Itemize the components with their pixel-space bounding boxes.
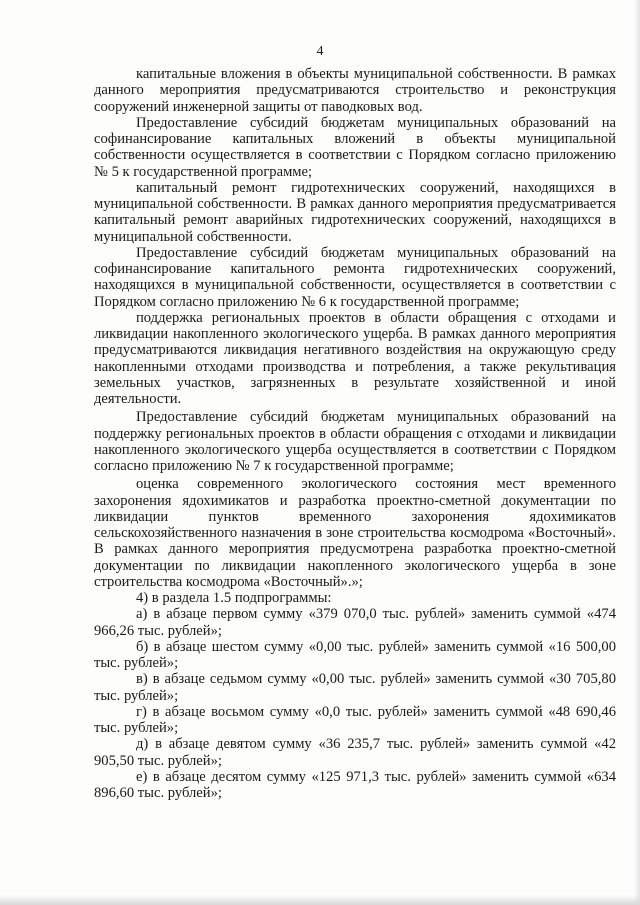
document-body <box>94 66 616 801</box>
paragraph: капитальный ремонт гидротехнических сооружений, находящихся в муниципальной собственности. В рамках данного мероприятия предусматривается капитальный ремонт аварийных гидротехнических сооружений, находящихся в муниципальной собственности. <box>94 179 616 245</box>
paragraph: Предоставление субсидий бюджетам муниципальных образований на софинансирование капитального ремонта гидротехнических сооружений, находящихся в муниципальной собственности, осуществляется в соответствии с Порядком согласно приложению № 6 к государственной программе; <box>94 244 616 310</box>
paragraph: в) в абзаце седьмом сумму «0,00 тыс. рублей» заменить суммой «30 705,80 тыс. рублей»; <box>94 671 616 704</box>
paragraph: Предоставление субсидий бюджетам муниципальных образований на софинансирование капитальных вложений в объекты муниципальной собственности осуществляется в соответствии с Порядком согласно приложению № 5 к государственной программе; <box>94 114 616 180</box>
paragraph: оценка современного экологического состояния мест временного захоронения ядохимикатов и разработка проектно-сметной документации по ликвидации пунктов временного захоронения ядохимикатов сельскохозяйственного назначения в зоне строительства космодрома «Восточный». В рамках данного мероприятия предусмотрена разработка проектно-сметной документации по ликвидации накопленного экологического ущерба в зоне строительства космодрома «Восточный».»; <box>94 476 616 590</box>
paragraph: б) в абзаце шестом сумму «0,00 тыс. рублей» заменить суммой «16 500,00 тыс. рублей»; <box>94 638 616 671</box>
paragraph: капитальные вложения в объекты муниципальной собственности. В рамках данного мероприятия предусматриваются строительство и реконструкция сооружений инженерной защиты от паводковых вод. <box>94 66 616 115</box>
paragraph: а) в абзаце первом сумму «379 070,0 тыс. рублей» заменить суммой «474 966,26 тыс. рублей»; <box>94 606 616 639</box>
paragraph: д) в абзаце девятом сумму «36 235,7 тыс. рублей» заменить суммой «42 905,50 тыс. рублей»; <box>94 736 616 769</box>
scan-edge-shadow <box>634 0 640 905</box>
paragraph: е) в абзаце десятом сумму «125 971,3 тыс. рублей» заменить суммой «634 896,60 тыс. рублей»; <box>94 768 616 801</box>
paragraph: поддержка региональных проектов в области обращения с отходами и ликвидации накопленного экологического ущерба. В рамках данного мероприятия предусматриваются ликвидация негативного воздействия на окружающую среду накопленными отходами производства и потребления, а также рекультивация земельных участков, загрязненных в результате хозяйственной и иной деятельности. <box>94 309 616 407</box>
paragraph: 4) в раздела 1.5 подпрограммы: <box>136 590 332 606</box>
paragraph: Предоставление субсидий бюджетам муниципальных образований на поддержку региональных проектов в области обращения с отходами и ликвидации накопленного экологического ущерба осуществляется в соответствии с Порядком согласно приложению № 7 к государственной программе; <box>94 409 616 474</box>
scan-bottom-shadow <box>0 895 640 905</box>
page-number: 4 <box>316 44 324 59</box>
paragraph: г) в абзаце восьмом сумму «0,0 тыс. рублей» заменить суммой «48 690,46 тыс. рублей»; <box>94 703 616 736</box>
